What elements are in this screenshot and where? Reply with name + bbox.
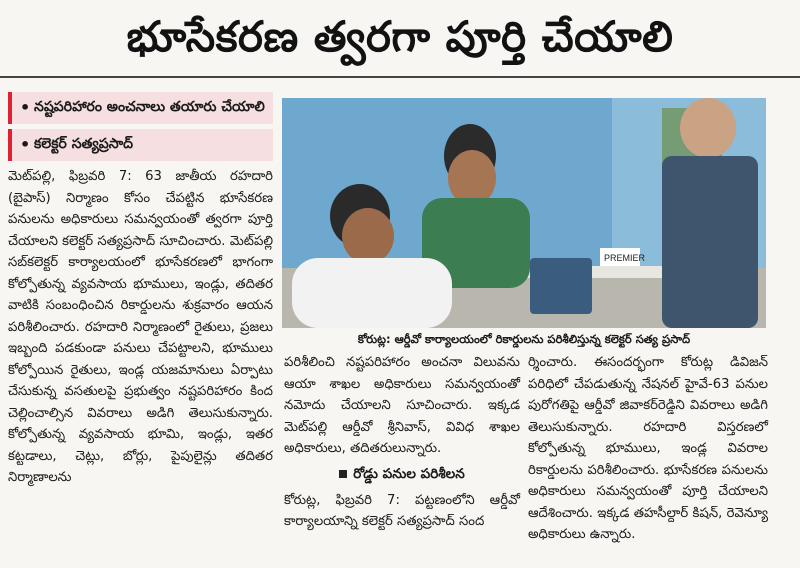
right-article-paragraph: ర్శించారు. ఈసందర్భంగా కోరుట్ల డివిజన్ పరిధిలో చేపడుతున్న నేషనల్ హైవే-63 పనుల పురోగతిపై ఆర్డీవో జివాకర్‌రెడ్డిని వివరాలు అడిగి తెలుసుకున్నారు. రహదారి విస్తరణలో కోల్పోతున్న భూములు, ఇండ్ల వివరాల రికార్డులను పరిశీలించారు. భూసేకరణ పనులను అధికారులు సమన్వయంతో పూర్తి చేయాలని ఆదేశించారు. ఇక్కడ తహసీల్దార్ కిషన్, రెవెన్యూ అధికారులు ఉన్నారు. xyxy=(528,355,768,542)
left-article-paragraph: మెట్‌పల్లి, ఫిబ్రవరి 7: 63 జాతీయ రహదారి (బైపాస్) నిర్మాణం కోసం చేపట్టిన భూసేకరణ పనులను అధికారులు సమన్వయంతో త్వరగా పూర్తి చేయాలని కలెక్టర్ సత్యప్రసాద్ సూచించారు. మెట్‌పల్లి సబ్‌కలెక్టర్ కార్యాలయంలో భూసేకరణలో భాగంగా కోల్పోతున్న వ్యవసాయ భూములు, ఇండ్లు, తదితర వాటికి సంబంధించిన రికార్డులను శుక్రవారం ఆయన పరిశీలించారు. రహదారి నిర్మాణంలో రైతులు, ప్రజలు ఇబ్బంది పడకుండా పనులు చేపట్టాలని, భూములు కోల్పోయిన రైతులు, ఇండ్ల యజమానులు ఏర్పాటు చేసుకున్న వసతులపై ప్రభుత్వం నష్టపరిహారం కింద చెల్లించాల్సిన వివరాలు అడిగి తెలుసుకున్నారు. కోల్పోతున్న వ్యవసాయ భూమి, ఇండ్లు, ఇతర కట్టడాలు, చెట్లు, బోర్లు, పైపులైన్లు తదితర నిర్మాణాలను xyxy=(8,169,273,485)
photo-caption: కోరుట్ల: ఆర్డీవో కార్యాలయంలో రికార్డులను పరిశీలిస్తున్న కలెక్టర్ సత్య ప్రసాద్ xyxy=(357,332,691,346)
middle-column xyxy=(284,352,520,533)
middle-article-paragraph-2: కోరుట్ల, ఫిబ్రవరి 7: పట్టణంలోని ఆర్డీవో కార్యాలయాన్ని కలెక్టర్ సత్యప్రసాద్ సంద xyxy=(284,492,520,529)
photo-sign-text: PREMIER xyxy=(604,253,646,263)
subheading-text: రోడ్డు పనుల పరిశీలన xyxy=(353,465,465,482)
news-photo xyxy=(282,98,766,328)
highlight-bullet-2: • కలెక్టర్ సత్యప్రసాద్ xyxy=(8,129,273,161)
headline-rule xyxy=(0,76,800,78)
left-column xyxy=(8,92,273,489)
square-bullet-icon xyxy=(339,470,347,478)
subheading xyxy=(284,464,520,484)
headline: భూసేకరణ త్వరగా పూర్తి చేయాలి xyxy=(126,12,674,61)
office-scene-illustration xyxy=(282,98,766,328)
left-article-body xyxy=(8,166,273,489)
right-column xyxy=(528,352,768,546)
highlight-bullet-1: • నష్టపరిహారం అంచనాలు తయారు చేయాలి xyxy=(8,92,273,124)
middle-article-paragraph: పరిశీలించి నష్టపరిహారం అంచనా విలువను ఆయా శాఖల అధికారులు సమన్వయంతో నమోదు చేయాలని సూచించారు. ఇక్కడ మెట్‌పల్లి ఆర్డీవో శ్రీనివాస్, వివిధ శాఖల అధికారులు, తదితరులున్నారు. xyxy=(284,355,520,456)
